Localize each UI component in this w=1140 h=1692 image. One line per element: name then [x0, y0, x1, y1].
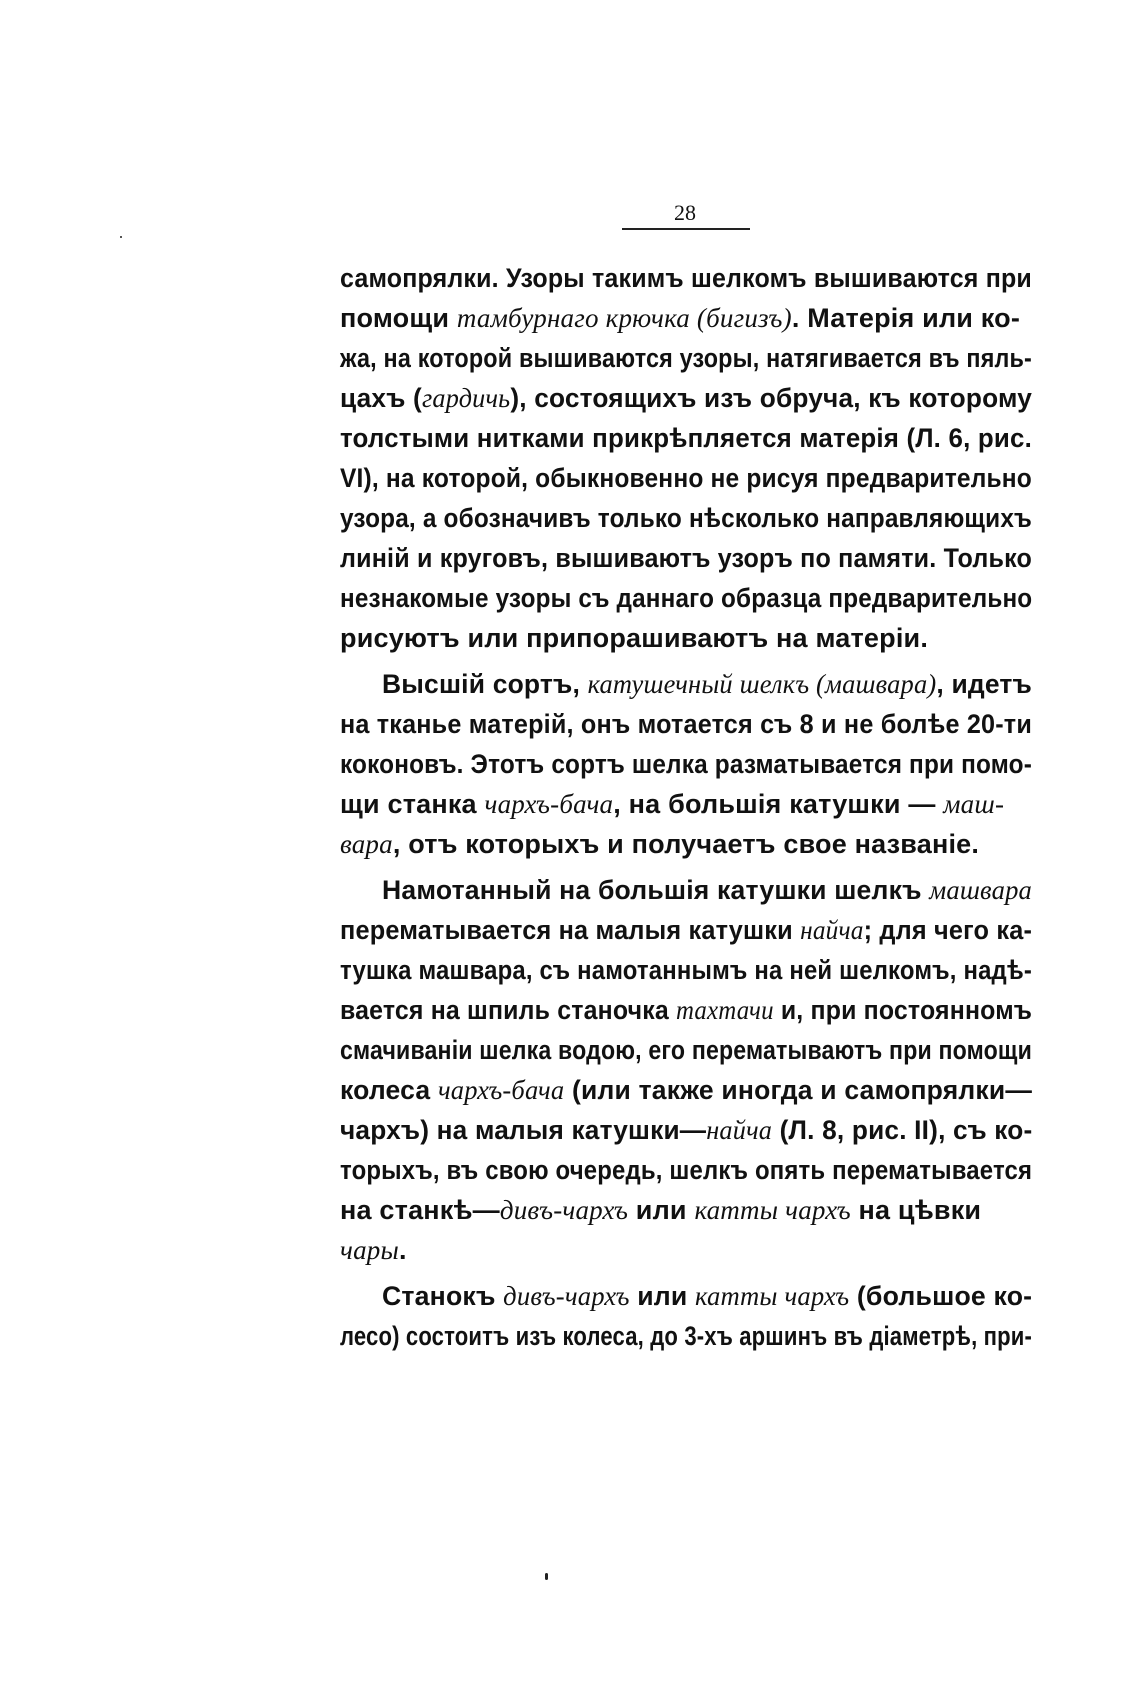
- text-run: перематывается на малыя катушки: [340, 915, 801, 945]
- text-line: [340, 1276, 1032, 1316]
- italic-term: маш-: [943, 789, 1005, 819]
- text-run: узора, а обозначивъ только нѣсколько направляющихъ: [340, 503, 1032, 533]
- text-line: [340, 418, 1032, 458]
- italic-term: найча: [706, 1115, 773, 1145]
- page-number-rule: [622, 228, 750, 230]
- italic-term: найча: [800, 915, 864, 945]
- text-run: или: [629, 1281, 696, 1311]
- italic-term: чары: [340, 1235, 399, 1265]
- text-line: [340, 990, 1032, 1030]
- text-run: щи станка: [340, 789, 485, 819]
- text-run: жа, на которой вышиваются узоры, натягивается въ пяль-: [340, 343, 1032, 373]
- text-run: .: [398, 1235, 407, 1265]
- text-run: (большое ко-: [849, 1281, 1033, 1311]
- italic-term: тахтачи: [675, 995, 774, 1025]
- text-run: или: [628, 1195, 695, 1225]
- text-line: [340, 538, 1032, 578]
- italic-term: катты чархъ: [695, 1281, 850, 1311]
- body-text: [340, 258, 1032, 1356]
- italic-term: катушечный шелкъ (машвара): [587, 669, 937, 699]
- text-run: рисуютъ или припорашиваютъ на матеріи.: [340, 623, 929, 653]
- text-run: Станокъ: [382, 1281, 504, 1311]
- italic-term: катты чархъ: [694, 1195, 851, 1225]
- italic-term: дивъ-чархъ: [499, 1195, 629, 1225]
- italic-term: тамбурнаго крючка (бигизъ): [456, 303, 792, 333]
- print-speck: [120, 236, 122, 238]
- text-line: [340, 1230, 1032, 1270]
- text-line: [340, 744, 1032, 784]
- text-run: Намотанный на большія катушки шелкъ: [382, 875, 930, 905]
- text-run: лесо) состоитъ изъ колеса, до 3-хъ аршинъ въ діаметрѣ, при-: [340, 1321, 1033, 1351]
- text-run: коконовъ. Этотъ сортъ шелка разматывается при помо-: [340, 749, 1032, 779]
- text-line: [340, 664, 1032, 704]
- text-line: [340, 338, 1032, 378]
- text-run: Высшій сортъ,: [382, 669, 588, 699]
- text-line: [340, 1110, 1032, 1150]
- text-run: цахъ (: [340, 383, 422, 413]
- text-line: [340, 784, 1032, 824]
- text-run: ), состоящихъ изъ обруча, къ которому: [510, 383, 1032, 413]
- italic-term: дивъ-чархъ: [503, 1281, 630, 1311]
- text-run: линій и круговъ, вышиваютъ узоръ по памяти. Только: [340, 543, 1033, 573]
- text-line: [340, 824, 1032, 864]
- print-speck: [545, 1573, 548, 1580]
- text-run: помощи: [340, 303, 457, 333]
- text-run: смачиваніи шелка водою, его перематываютъ при помощи: [340, 1035, 1032, 1065]
- text-line: [340, 950, 1032, 990]
- text-line: [340, 1190, 1032, 1230]
- italic-term: вара: [340, 829, 393, 859]
- text-line: [340, 1030, 1032, 1070]
- page-number: 28: [674, 200, 696, 225]
- text-line: [340, 378, 1032, 418]
- text-line: [340, 870, 1032, 910]
- text-run: на цѣвки: [850, 1195, 982, 1225]
- text-run: (Л. 8, рис. II), съ ко-: [772, 1115, 1033, 1145]
- text-run: и, при постоянномъ: [773, 995, 1033, 1025]
- text-line: [340, 1070, 1032, 1110]
- text-run: самопрялки. Узоры такимъ шелкомъ вышиваются при: [340, 263, 1032, 293]
- text-line: [340, 1150, 1032, 1190]
- text-run: VI), на которой, обыкновенно не рисуя предварительно: [340, 463, 1032, 493]
- text-run: чархъ) на малыя катушки—: [340, 1115, 707, 1145]
- text-line: [340, 298, 1032, 338]
- text-run: колеса: [340, 1075, 438, 1105]
- text-run: (или также иногда и самопрялки—: [564, 1075, 1033, 1105]
- text-line: [340, 258, 1032, 298]
- text-run: незнакомые узоры съ даннаго образца предварительно: [340, 583, 1033, 613]
- text-run: тушка машвара, съ намотаннымъ на ней шелкомъ, надѣ-: [340, 955, 1032, 985]
- text-run: толстыми нитками прикрѣпляется матерія (Л. 6, рис.: [340, 423, 1032, 453]
- text-run: на станкѣ—: [340, 1195, 500, 1225]
- text-run: вается на шпиль станочка: [340, 995, 676, 1025]
- text-line: [340, 458, 1032, 498]
- text-run: , отъ которыхъ и получаетъ свое названіе.: [392, 829, 980, 859]
- text-run: ; для чего ка-: [863, 915, 1033, 945]
- text-line: [340, 704, 1032, 744]
- text-run: торыхъ, въ свою очередь, шелкъ опять перематывается: [340, 1155, 1033, 1185]
- italic-term: чархъ-бача: [437, 1075, 565, 1105]
- text-line: [340, 578, 1032, 618]
- italic-term: машвара: [929, 875, 1033, 905]
- text-run: , на большія катушки —: [613, 789, 944, 819]
- text-line: [340, 910, 1032, 950]
- text-line: [340, 618, 1032, 658]
- text-run: , идетъ: [936, 669, 1033, 699]
- italic-term: чархъ-бача: [484, 789, 614, 819]
- italic-term: гардичь: [421, 383, 511, 413]
- text-line: [340, 498, 1032, 538]
- text-line: [340, 1316, 1032, 1356]
- text-run: . Матерія или ко-: [791, 303, 1021, 333]
- text-run: на тканье матерій, онъ мотается съ 8 и не болѣе 20-ти: [340, 709, 1032, 739]
